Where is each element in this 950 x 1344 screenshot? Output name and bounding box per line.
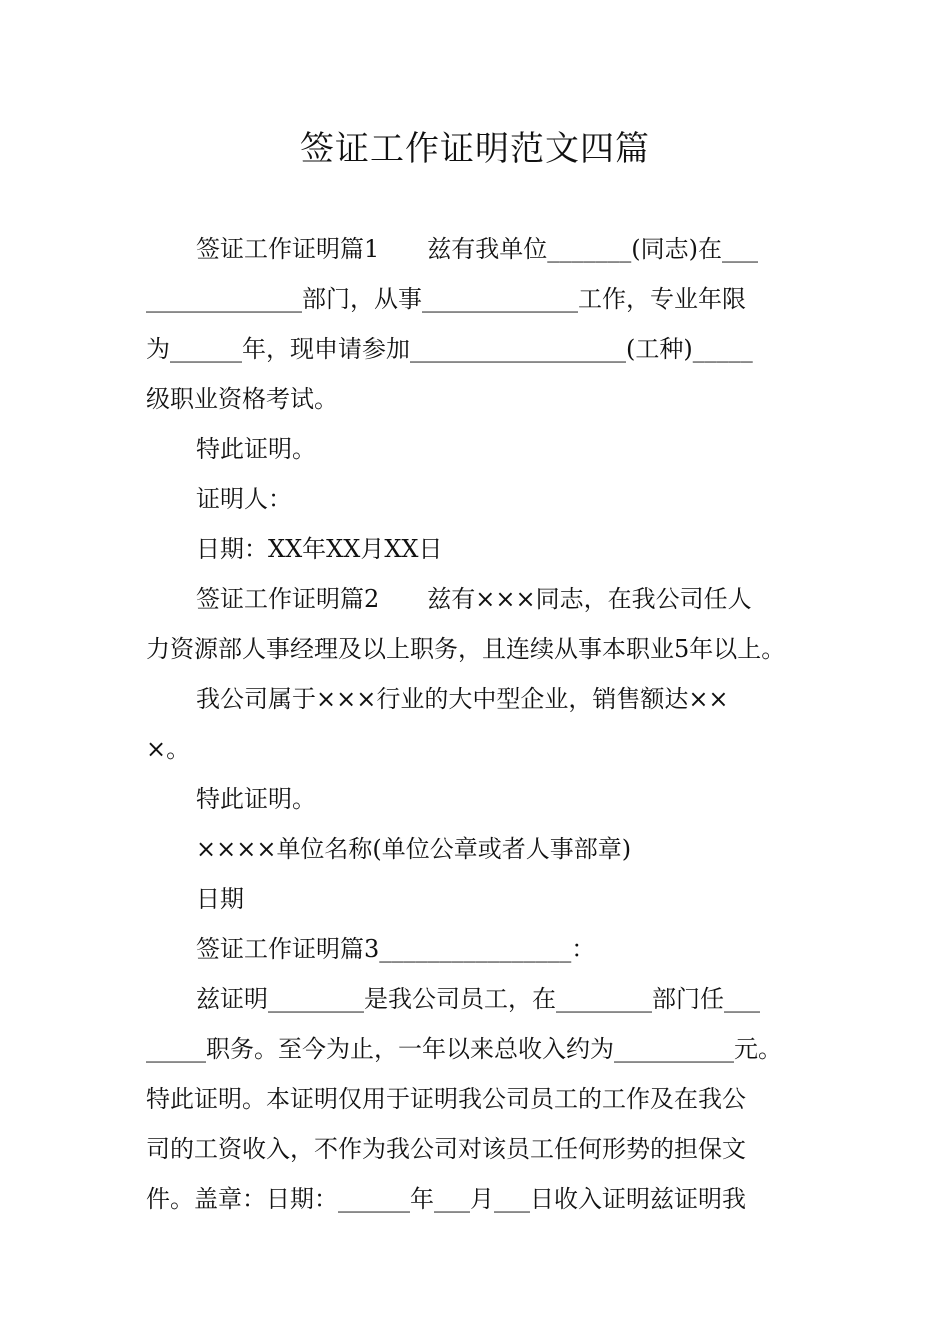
- paragraph-line: 我公司属于×××行业的大中型企业，销售额达××: [196, 685, 729, 713]
- document-title: 签证工作证明范文四篇: [300, 129, 650, 169]
- paragraph-line: 件。盖章：日期：______年___月___日收入证明兹证明我: [146, 1185, 746, 1213]
- paragraph-line: ×。: [146, 735, 191, 763]
- paragraph-line: 司的工资收入，不作为我公司对该员工任何形势的担保文: [146, 1135, 746, 1163]
- paragraph-line: _____职务。至今为止，一年以来总收入约为__________元。: [146, 1035, 782, 1063]
- document-body: [146, 224, 810, 1224]
- paragraph-line: 日期：XX年XX月XX日: [196, 535, 443, 563]
- paragraph-line: 兹证明________是我公司员工，在________部门任___: [196, 985, 760, 1013]
- paragraph-line: 级职业资格考试。: [146, 385, 338, 413]
- paragraph-line: 为______年，现申请参加__________________(工种)_____: [146, 335, 753, 363]
- paragraph-line: 签证工作证明篇1 兹有我单位_______(同志)在___: [196, 235, 758, 263]
- paragraph-line: 日期: [196, 885, 244, 913]
- paragraph-line: 力资源部人事经理及以上职务，且连续从事本职业5年以上。: [146, 635, 786, 663]
- paragraph-line: 特此证明。本证明仅用于证明我公司员工的工作及在我公: [146, 1085, 746, 1113]
- paragraph-line: 签证工作证明篇2 兹有×××同志，在我公司任人: [196, 585, 752, 613]
- paragraph-line: ××××单位名称(单位公章或者人事部章): [196, 835, 632, 863]
- paragraph-line: 签证工作证明篇3________________：: [196, 935, 596, 963]
- paragraph-line: 特此证明。: [196, 435, 316, 463]
- paragraph-line: 证明人：: [196, 485, 292, 513]
- paragraph-line: _____________部门，从事_____________工作，专业年限: [146, 285, 746, 313]
- paragraph-line: 特此证明。: [196, 785, 316, 813]
